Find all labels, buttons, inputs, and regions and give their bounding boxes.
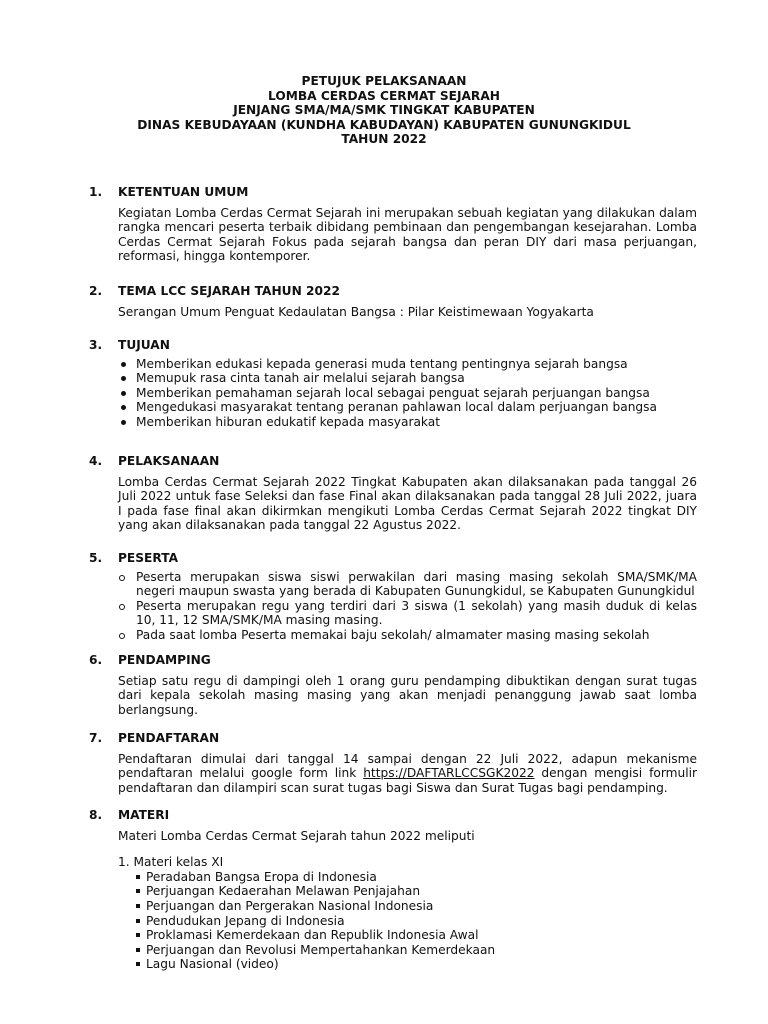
document-header	[0, 74, 768, 147]
section-body	[118, 674, 697, 718]
paragraph-text: dengan mengisi formulir pendaftaran dan dilampiri scan surat tugas bagi Siswa dan Surat Tugas bagi pendamping.	[118, 766, 697, 795]
section-title: MATERI	[118, 808, 170, 822]
section-paragraph: Serangan Umum Penguat Kedaulatan Bangsa : Pilar Keistimewaan Yogyakarta	[118, 304, 594, 319]
section-heading	[89, 653, 697, 668]
list-item: Peserta merupakan regu yang terdiri dari 3 siswa (1 sekolah) yang masih duduk di kelas 10, 11, 12 SMA/SMK/MA masing masing.	[118, 599, 697, 628]
section-number: 4.	[89, 454, 103, 468]
section-materi	[89, 808, 697, 972]
section-title: TUJUAN	[118, 338, 170, 352]
section-heading	[89, 731, 697, 746]
section-number: 7.	[89, 731, 103, 745]
list-item: Pendudukan Jepang di Indonesia	[136, 914, 697, 929]
section-paragraph	[118, 752, 697, 796]
list-item: Memberikan edukasi kepada generasi muda tentang pentingnya sejarah bangsa	[118, 357, 697, 372]
section-title: PENDAFTARAN	[118, 731, 220, 745]
section-body	[118, 206, 697, 264]
section-paragraph: Materi Lomba Cerdas Cermat Sejarah tahun 2022 meliputi	[118, 828, 475, 843]
section-heading	[89, 551, 697, 566]
section-number: 8.	[89, 808, 103, 822]
section-body	[118, 570, 697, 643]
section-title: PELAKSANAAN	[118, 454, 220, 468]
section-title: KETENTUAN UMUM	[118, 185, 249, 199]
section-heading	[89, 338, 697, 353]
section-title: PENDAMPING	[118, 653, 211, 667]
section-pendaftaran	[89, 731, 697, 795]
section-pendamping	[89, 653, 697, 717]
section-pelaksanaan	[89, 454, 697, 533]
circle-list	[118, 570, 697, 643]
section-body	[118, 475, 697, 533]
section-paragraph: Kegiatan Lomba Cerdas Cermat Sejarah ini merupakan sebuah kegiatan yang dilakukan dalam rangka mencari peserta terbaik dibidang pembinaan dan pengembangan kesejarahan. Lomba Cerdas Cermat Sejarah Fokus pada sejarah bangsa dan peran DIY dari masa perjuangan, reformasi, hingga kontemporer.	[118, 205, 697, 264]
list-item: Perjuangan dan Revolusi Mempertahankan Kemerdekaan	[136, 943, 697, 958]
list-item: Lagu Nasional (video)	[136, 957, 697, 972]
section-number: 3.	[89, 338, 103, 352]
section-number: 6.	[89, 653, 103, 667]
registration-link[interactable]: https://DAFTARLCCSGK2022	[363, 766, 535, 781]
section-body	[118, 357, 697, 430]
section-tujuan	[89, 338, 697, 430]
list-item: Proklamasi Kemerdekaan dan Republik Indonesia Awal	[136, 928, 697, 943]
section-heading	[89, 185, 697, 200]
list-item: Peserta merupakan siswa siswi perwakilan dari masing masing sekolah SMA/SMK/MA negeri maupun swasta yang berada di Kabupaten Gunungkidul, se Kabupaten Gunungkidul	[118, 570, 697, 599]
section-number: 5.	[89, 551, 103, 565]
header-line: JENJANG SMA/MA/SMK TINGKAT KABUPATEN	[233, 103, 535, 118]
section-heading	[89, 284, 697, 299]
list-item: Memberikan pemahaman sejarah local sebagai penguat sejarah perjuangan bangsa	[118, 386, 697, 401]
paragraph-text: Pendaftaran dimulai dari tanggal 14 sampai dengan 22 Juli 2022, adapun mekanisme pendaftaran melalui google form link	[118, 751, 697, 781]
section-body	[118, 752, 697, 796]
section-body	[118, 829, 697, 972]
section-number: 1.	[89, 185, 103, 199]
list-item: Memberikan hiburan edukatif kepada masyarakat	[118, 415, 697, 430]
header-line: DINAS KEBUDAYAAN (KUNDHA KABUDAYAN) KABUPATEN GUNUNGKIDUL	[137, 117, 631, 132]
list-item: Memupuk rasa cinta tanah air melalui sejarah bangsa	[118, 371, 697, 386]
list-item: Perjuangan dan Pergerakan Nasional Indonesia	[136, 899, 697, 914]
header-line: LOMBA CERDAS CERMAT SEJARAH	[268, 88, 500, 103]
section-paragraph: Lomba Cerdas Cermat Sejarah 2022 Tingkat Kabupaten akan dilaksanakan pada tanggal 26 Juli 2022 untuk fase Seleksi dan fase Final akan dilaksanakan pada tanggal 28 Juli 2022, juara I pada fase final akan dikirmkan mengikuti Lomba Cerdas Cermat Sejarah 2022 tingkat DIY yang akan dilaksanakan pada tanggal 22 Agustus 2022.	[118, 474, 697, 533]
section-paragraph: Setiap satu regu di dampingi oleh 1 orang guru pendamping dibuktikan dengan surat tugas dari kepala sekolah masing masing yang akan menjadi penanggung jawab saat lomba berlangsung.	[118, 673, 697, 717]
section-ketentuan-umum	[89, 185, 697, 264]
header-line: TAHUN 2022	[341, 132, 427, 147]
list-item: Peradaban Bangsa Eropa di Indonesia	[136, 870, 697, 885]
section-peserta	[89, 551, 697, 643]
sublist-title: 1. Materi kelas XI	[118, 855, 224, 870]
list-item: Mengedukasi masyarakat tentang peranan pahlawan local dalam perjuangan bangsa	[118, 400, 697, 415]
section-title: PESERTA	[118, 551, 178, 565]
list-item: Pada saat lomba Peserta memakai baju sekolah/ almamater masing masing sekolah	[118, 628, 697, 643]
square-bullet-list	[118, 870, 697, 972]
section-body	[118, 305, 697, 320]
list-item: Perjuangan Kedaerahan Melawan Penjajahan	[136, 884, 697, 899]
section-heading	[89, 454, 697, 469]
section-heading	[89, 808, 697, 823]
section-number: 2.	[89, 284, 103, 298]
bullet-list	[118, 357, 697, 430]
section-title: TEMA LCC SEJARAH TAHUN 2022	[118, 284, 340, 298]
section-tema	[89, 284, 697, 319]
header-line: PETUJUK PELAKSANAAN	[301, 74, 467, 88]
